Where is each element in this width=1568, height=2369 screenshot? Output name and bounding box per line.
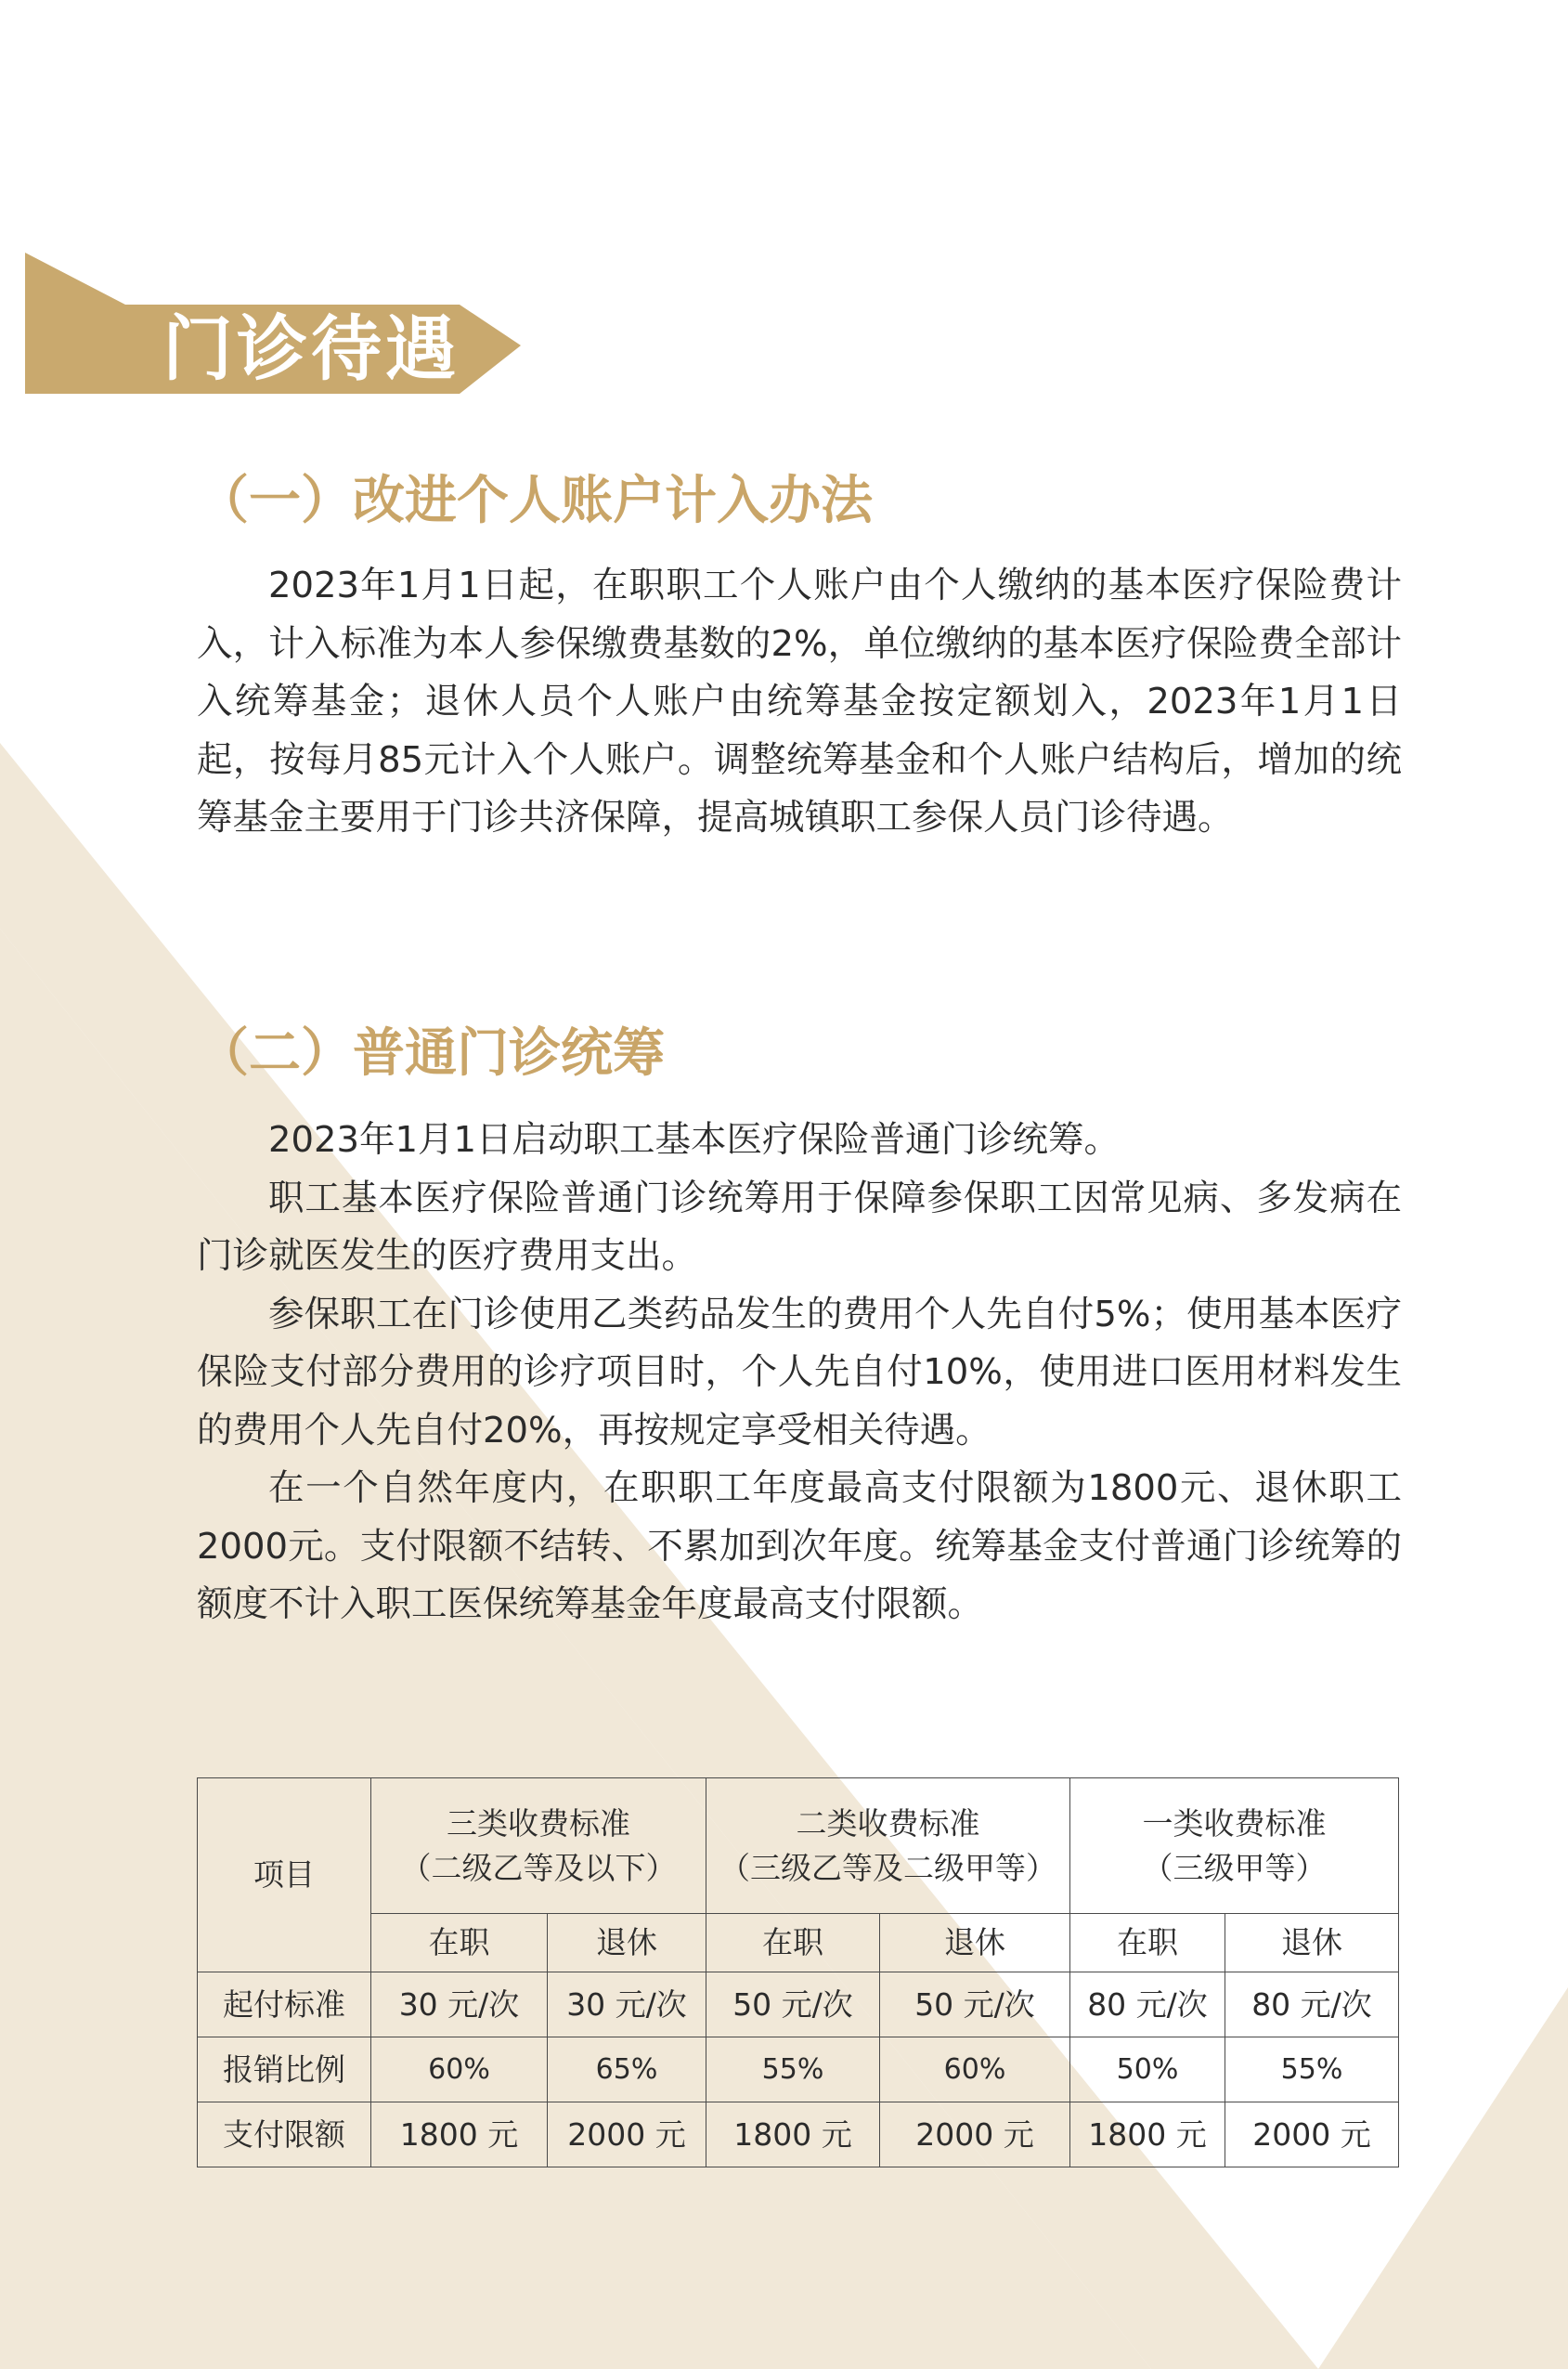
table-subheader: 在职 [1070, 1914, 1225, 1972]
table-group-header [371, 1778, 706, 1914]
table-cell: 1800 元 [371, 2102, 548, 2167]
table-cell: 2000 元 [1225, 2102, 1399, 2167]
table-subheader: 在职 [706, 1914, 880, 1972]
table-cell: 2000 元 [548, 2102, 706, 2167]
section-2-body [197, 1112, 1402, 1634]
table-group-header [706, 1778, 1070, 1914]
group-sub: （三级甲等） [1142, 1849, 1327, 1886]
table-cell: 65% [548, 2037, 706, 2102]
table-row [198, 1972, 1399, 2037]
section-banner [25, 253, 526, 394]
table-cell: 55% [706, 2037, 880, 2102]
table-cell: 50 元/次 [706, 1972, 880, 2037]
section-2-title: （二）普通门诊统筹 [197, 1023, 665, 1084]
section-2-paragraph-3: 参保职工在门诊使用乙类药品发生的费用个人先自付5%；使用基本医疗保险支付部分费用的诊疗项目时，个人先自付10%，使用进口医用材料发生的费用个人先自付20%，再按规定享受相关待遇。 [197, 1293, 1402, 1451]
section-2-paragraph-4: 在一个自然年度内，在职职工年度最高支付限额为1800元、退休职工2000元。支付限额不结转、不累加到次年度。统筹基金支付普通门诊统筹的额度不计入职工医保统筹基金年度最高支付限额。 [197, 1467, 1402, 1625]
table-cell: 1800 元 [1070, 2102, 1225, 2167]
group-sub: （二级乙等及以下） [400, 1849, 677, 1886]
group-sub: （三级乙等及二级甲等） [719, 1849, 1056, 1886]
table-subheader-row [198, 1914, 1399, 1972]
rates-table [197, 1777, 1399, 2167]
section-1-paragraph: 2023年1月1日起，在职职工个人账户由个人缴纳的基本医疗保险费计入，计入标准为本人参保缴费基数的2%，单位缴纳的基本医疗保险费全部计入统筹基金；退休人员个人账户由统筹基金按定额划入，2023年1月1日起，按每月85元计入个人账户。调整统筹基金和个人账户结构后，增加的统筹基金主要用于门诊共济保障，提高城镇职工参保人员门诊待遇。 [197, 565, 1402, 839]
table-cell: 50 元/次 [880, 1972, 1070, 2037]
table-row-label: 报销比例 [198, 2037, 371, 2102]
table-group-header [1070, 1778, 1399, 1914]
table-cell: 80 元/次 [1070, 1972, 1225, 2037]
table-row [198, 2102, 1399, 2167]
table-cell: 60% [371, 2037, 548, 2102]
group-name: 三类收费标准 [447, 1804, 630, 1842]
table-cell: 50% [1070, 2037, 1225, 2102]
table-cell: 30 元/次 [548, 1972, 706, 2037]
table-group-header-row [198, 1778, 1399, 1914]
banner-title: 门诊待遇 [162, 307, 460, 390]
table-cell: 80 元/次 [1225, 1972, 1399, 2037]
table-item-header: 项目 [198, 1778, 371, 1972]
table-cell: 1800 元 [706, 2102, 880, 2167]
table-cell: 60% [880, 2037, 1070, 2102]
table-cell: 2000 元 [880, 2102, 1070, 2167]
table-subheader: 退休 [1225, 1914, 1399, 1972]
section-2-paragraph-2: 职工基本医疗保险普通门诊统筹用于保障参保职工因常见病、多发病在门诊就医发生的医疗费用支出。 [197, 1177, 1402, 1277]
table-row [198, 2037, 1399, 2102]
table-row-label: 起付标准 [198, 1972, 371, 2037]
section-1-body [197, 557, 1402, 848]
table-subheader: 退休 [548, 1914, 706, 1972]
table-cell: 30 元/次 [371, 1972, 548, 2037]
table-cell: 55% [1225, 2037, 1399, 2102]
section-2-paragraph-1: 2023年1月1日启动职工基本医疗保险普通门诊统筹。 [268, 1119, 1120, 1161]
table-subheader: 在职 [371, 1914, 548, 1972]
table-row-label: 支付限额 [198, 2102, 371, 2167]
group-name: 一类收费标准 [1142, 1804, 1327, 1842]
table-subheader: 退休 [880, 1914, 1070, 1972]
group-name: 二类收费标准 [796, 1804, 980, 1842]
section-1-title: （一）改进个人账户计入办法 [197, 471, 873, 531]
